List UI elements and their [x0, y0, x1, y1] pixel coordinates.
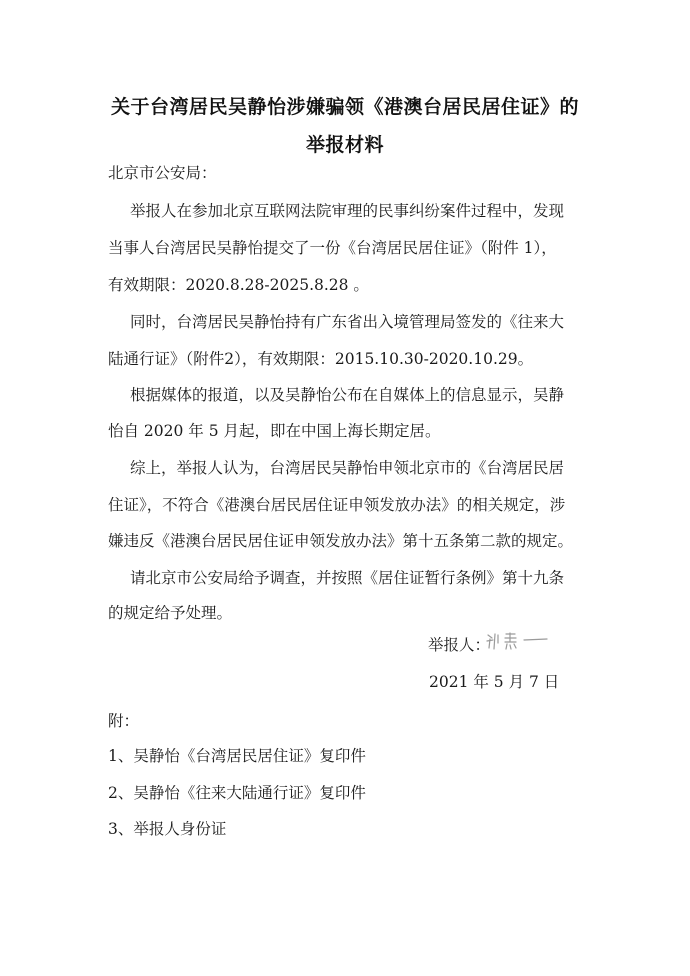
- document-title-line-2: 举报材料: [305, 134, 384, 156]
- paragraph-4-line-3: 嫌违反《港澳台居民居住证申领发放办法》第十五条第二款的规定。: [108, 532, 574, 550]
- paragraph-2-line-1: 同时，台湾居民吴静怡持有广东省出入境管理局签发的《往来大: [130, 313, 565, 331]
- paragraph-2-line-2: 陆通行证》（附件2），有效期限：2015.10.30-2020.10.29。: [108, 350, 534, 368]
- paragraph-5-line-1: 请北京市公安局给予调查，并按照《居住证暂行条例》第十九条: [130, 569, 565, 587]
- paragraph-5-line-2: 的规定给予处理。: [108, 604, 233, 622]
- paragraph-1-line-2: 当事人台湾居民吴静怡提交了一份《台湾居民居住证》（附件 1），: [108, 239, 557, 257]
- attachment-item-1: 1、吴静怡《台湾居民居住证》复印件: [108, 747, 366, 765]
- attachment-item-2: 2、吴静怡《往来大陆通行证》复印件: [108, 784, 366, 802]
- paragraph-4-line-2: 住证》，不符合《港澳台居民居住证申领发放办法》的相关规定，涉: [108, 496, 566, 514]
- paragraph-1-line-1: 举报人在参加北京互联网法院审理的民事纠纷案件过程中，发现: [130, 202, 565, 220]
- addressee: 北京市公安局：: [108, 164, 217, 182]
- attachments-heading: 附：: [108, 712, 140, 730]
- paragraph-4-line-1: 综上，举报人认为，台湾居民吴静怡申领北京市的《台湾居民居: [130, 459, 565, 477]
- document-title-line-1: 关于台湾居民吴静怡涉嫌骗领《港澳台居民居住证》的: [110, 96, 579, 118]
- report-date: 2021 年 5 月 7 日: [429, 673, 560, 691]
- paragraph-3-line-2: 怡自 2020 年 5 月起，即在中国上海长期定居。: [108, 422, 441, 440]
- attachment-item-3: 3、举报人身份证: [108, 820, 227, 838]
- reporter-label: 举报人：: [428, 636, 491, 654]
- paragraph-1-line-3: 有效期限：2020.8.28-2025.8.28 。: [108, 276, 369, 294]
- handwritten-signature: [484, 630, 554, 652]
- paragraph-3-line-1: 根据媒体的报道，以及吴静怡公布在自媒体上的信息显示，吴静: [130, 386, 565, 404]
